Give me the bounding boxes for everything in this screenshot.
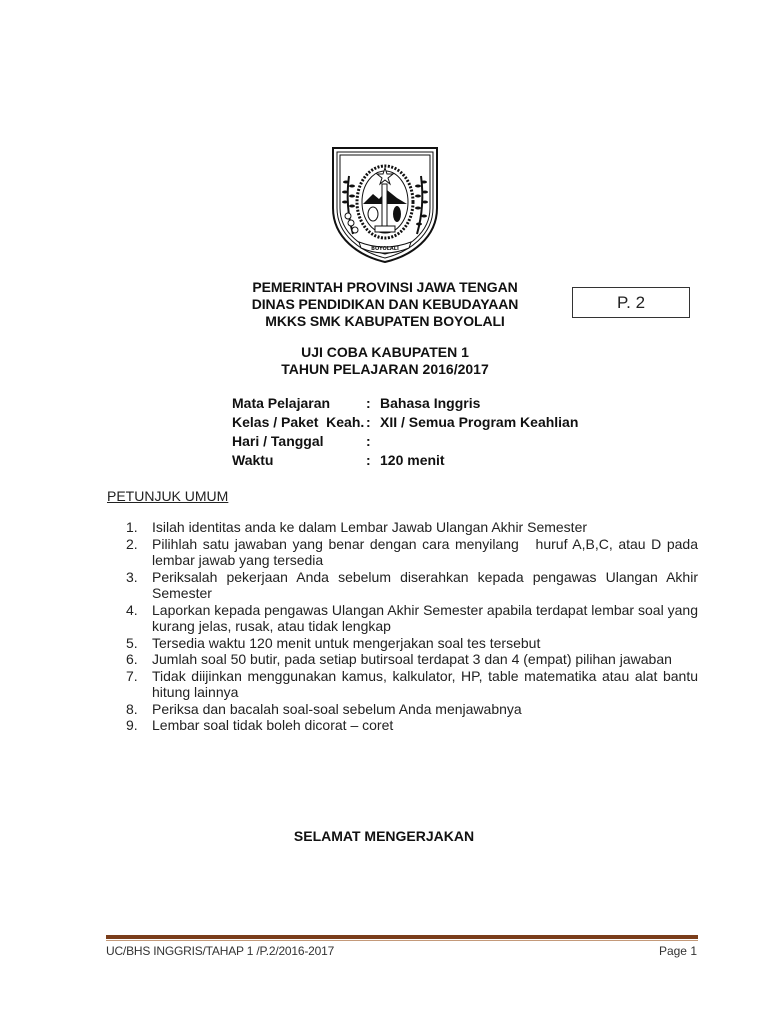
info-value: Bahasa Inggris — [380, 395, 481, 411]
info-label: Kelas / Paket Keah. — [232, 414, 365, 430]
item-text: Periksa dan bacalah soal-soal sebelum Anda menjawabnya — [152, 700, 522, 717]
list-item — [126, 701, 698, 718]
instructions-title: PETUNJUK UMUM — [107, 488, 229, 504]
item-number: 5. — [126, 634, 138, 651]
item-number: 9. — [126, 717, 138, 733]
list-item — [126, 602, 698, 635]
institution-header — [230, 279, 540, 330]
info-colon: : — [366, 395, 371, 411]
list-item — [126, 519, 698, 536]
list-item — [126, 569, 698, 602]
info-label: Hari / Tanggal — [232, 433, 324, 449]
exam-year: TAHUN PELAJARAN 2016/2017 — [281, 361, 489, 377]
list-item — [126, 651, 698, 668]
item-text: Tidak diijinkan menggunakan kamus, kalkulator, HP, table matematika atau alat bantu hitung lainnya — [152, 667, 698, 700]
item-number: 7. — [126, 667, 138, 684]
item-number: 6. — [126, 651, 138, 667]
info-row-class — [232, 413, 578, 432]
item-text: Periksalah pekerjaan Anda sebelum diserahkan kepada pengawas Ulangan Akhir Semester — [152, 568, 698, 601]
closing-message: SELAMAT MENGERJAKAN — [293, 828, 475, 844]
svg-text:BOYOLALI: BOYOLALI — [371, 246, 399, 252]
item-text: Lembar soal tidak boleh dicorat – coret — [152, 717, 394, 733]
packet-code-box: P. 2 — [572, 287, 690, 318]
item-number: 8. — [126, 700, 138, 717]
info-label: Waktu — [232, 452, 274, 468]
item-number: 1. — [126, 519, 138, 535]
header-line-department: DINAS PENDIDIKAN DAN KEBUDAYAAN — [251, 296, 519, 312]
header-line-mkks: MKKS SMK KABUPATEN BOYOLALI — [265, 313, 505, 329]
list-item — [126, 535, 702, 569]
info-row-subject — [232, 394, 578, 413]
exam-title: UJI COBA KABUPATEN 1 — [301, 344, 469, 360]
item-text: Isilah identitas anda ke dalam Lembar Jawab Ulangan Akhir Semester — [152, 519, 588, 535]
item-number: 3. — [126, 568, 138, 585]
info-label: Mata Pelajaran — [232, 395, 331, 411]
item-text: Tersedia waktu 120 menit untuk mengerjakan soal tes tersebut — [152, 634, 541, 651]
info-colon: : — [366, 452, 371, 468]
list-item — [126, 717, 698, 734]
footer-divider-thin — [106, 940, 698, 941]
instructions-list — [126, 519, 702, 734]
footer-divider — [106, 935, 698, 939]
footer-page-number: Page 1 — [658, 944, 697, 958]
item-text: Pilihlah satu jawaban yang benar dengan cara menyilang huruf A,B,C, atau D pada lembar jawab yang tersedia — [152, 535, 702, 568]
exam-info-table — [232, 394, 578, 470]
info-row-time — [232, 451, 578, 470]
list-item — [126, 668, 698, 701]
item-text: Laporkan kepada pengawas Ulangan Akhir Semester apabila terdapat lembar soal yang kurang jelas, rusak, atau tidak lengkap — [152, 601, 698, 634]
footer-document-code: UC/BHS INGGRIS/TAHAP 1 /P.2/2016-2017 — [106, 944, 335, 958]
item-text: Jumlah soal 50 butir, pada setiap butirsoal terdapat 3 dan 4 (empat) pilihan jawaban — [152, 651, 672, 667]
info-row-date — [232, 432, 578, 451]
list-item — [126, 635, 698, 652]
header-line-province: PEMERINTAH PROVINSI JAWA TENGAN — [252, 279, 518, 295]
info-colon: : — [366, 433, 371, 449]
info-value: 120 menit — [380, 452, 445, 468]
exam-title-block — [230, 344, 540, 378]
item-number: 2. — [126, 535, 138, 552]
item-number: 4. — [126, 601, 138, 618]
info-value: XII / Semua Program Keahlian — [380, 414, 579, 430]
info-colon: : — [366, 414, 371, 430]
coat-of-arms-icon — [331, 146, 439, 264]
